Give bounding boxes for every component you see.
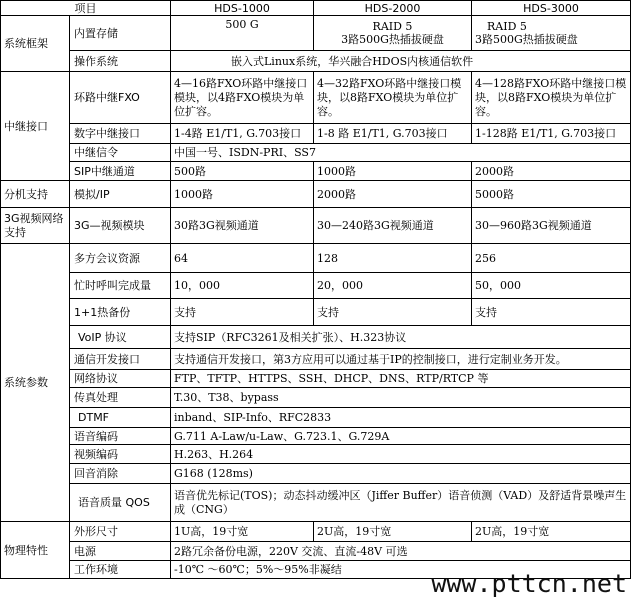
category-system: 系统框架 xyxy=(1,16,70,72)
header-hds-2000: HDS-2000 xyxy=(314,1,472,16)
item-label: VoIP 协议 xyxy=(70,326,171,349)
item-label: 传真处理 xyxy=(70,388,171,408)
item-label: 内置存储 xyxy=(70,16,171,51)
value-cell: 2000路 xyxy=(314,181,472,208)
value-cell: G168 (128ms) xyxy=(171,464,631,484)
table-row xyxy=(1,428,631,445)
item-label: 忙时呼叫完成量 xyxy=(70,273,171,299)
table-row xyxy=(1,124,631,144)
value-cell: 支持 xyxy=(171,299,314,326)
table-row xyxy=(1,522,631,542)
category-trunk: 中继接口 xyxy=(1,72,70,181)
category-physical: 物理特性 xyxy=(1,522,70,579)
value-line: RAID 5 xyxy=(487,20,527,33)
value-cell: inband、SIP-Info、RFC2833 xyxy=(171,408,631,428)
category-extension: 分机支持 xyxy=(1,181,70,208)
item-label: 回音消除 xyxy=(70,464,171,484)
value-cell: 30—240路3G视频通道 xyxy=(314,208,472,244)
header-hds-3000: HDS-3000 xyxy=(472,1,631,16)
value-cell xyxy=(472,16,631,51)
value-cell: 256 xyxy=(472,244,631,273)
watermark: www.pttcn.net xyxy=(431,569,627,598)
table-row xyxy=(1,370,631,388)
value-cell: 嵌入式Linux系统，华兴融合HDOS内核通信软件 xyxy=(171,51,631,72)
value-cell: H.263、H.264 xyxy=(171,445,631,464)
value-line: 3路500G热插拔硬盘 xyxy=(475,33,578,46)
table-row xyxy=(1,326,631,349)
item-label: 工作环境 xyxy=(70,561,171,579)
table-row xyxy=(1,273,631,299)
value-cell: 1000路 xyxy=(171,181,314,208)
item-label: 网络协议 xyxy=(70,370,171,388)
value-cell: T.30、T38、bypass xyxy=(171,388,631,408)
value-cell: 64 xyxy=(171,244,314,273)
value-cell: 10，000 xyxy=(171,273,314,299)
table-row xyxy=(1,349,631,370)
table-row xyxy=(1,208,631,244)
value-cell: -10℃ ～60℃；5%～95%非凝结 xyxy=(171,561,631,579)
value-cell: 4—128路FXO环路中继接口模块，以8路FXO模块为单位扩容。 xyxy=(472,72,631,124)
value-cell: 500 G xyxy=(171,16,314,51)
value-cell: 30路3G视频通道 xyxy=(171,208,314,244)
category-3g-video: 3G视频网络支持 xyxy=(1,208,70,244)
value-cell: 1-8 路 E1/T1, G.703接口 xyxy=(314,124,472,144)
value-line: 3路500G热插拔硬盘 xyxy=(341,33,444,46)
value-cell: 支持SIP（RFC3261及相关扩张）、H.323协议 xyxy=(171,326,631,349)
table-row xyxy=(1,72,631,124)
table-row xyxy=(1,464,631,484)
table-row xyxy=(1,16,631,51)
item-label: 模拟/IP xyxy=(70,181,171,208)
value-cell: 语音优先标记(TOS)；动态抖动缓冲区（Jiffer Buffer）语音侦测（VAD）及舒适背景噪声生成（CNG） xyxy=(171,484,631,522)
item-label: 语音质量 QOS xyxy=(70,484,171,522)
category-params: 系统参数 xyxy=(1,244,70,522)
item-label: 通信开发接口 xyxy=(70,349,171,370)
value-cell: 2路冗余备份电源，220V 交流、直流-48V 可选 xyxy=(171,542,631,561)
item-label: SIP中继通道 xyxy=(70,162,171,181)
value-cell: 1-128路 E1/T1, G.703接口 xyxy=(472,124,631,144)
header-item: 项目 xyxy=(1,1,171,16)
table-row xyxy=(1,484,631,522)
value-cell: 50，000 xyxy=(472,273,631,299)
item-label: 电源 xyxy=(70,542,171,561)
value-cell: 支持 xyxy=(314,299,472,326)
value-cell: 1U高，19寸宽 xyxy=(171,522,314,542)
table-row xyxy=(1,244,631,273)
header-hds-1000: HDS-1000 xyxy=(171,1,314,16)
item-label: DTMF xyxy=(70,408,171,428)
value-cell: 中国一号、ISDN-PRI、SS7 xyxy=(171,144,631,162)
value-cell: 2000路 xyxy=(472,162,631,181)
value-cell: 2U高，19寸宽 xyxy=(314,522,472,542)
item-label: 语音编码 xyxy=(70,428,171,445)
table-row xyxy=(1,144,631,162)
item-label: 视频编码 xyxy=(70,445,171,464)
item-label: 操作系统 xyxy=(70,51,171,72)
item-label: 多方会议资源 xyxy=(70,244,171,273)
value-cell: 5000路 xyxy=(472,181,631,208)
value-cell: 500路 xyxy=(171,162,314,181)
value-cell: 4—32路FXO环路中继接口模块，以8路FXO模块为单位扩容。 xyxy=(314,72,472,124)
table-row xyxy=(1,162,631,181)
value-cell: 1-4路 E1/T1, G.703接口 xyxy=(171,124,314,144)
header-row xyxy=(1,1,631,16)
value-cell: 20，000 xyxy=(314,273,472,299)
value-cell: 支持 xyxy=(472,299,631,326)
item-label: 外形尺寸 xyxy=(70,522,171,542)
value-cell: G.711 A-Law/u-Law、G.723.1、G.729A xyxy=(171,428,631,445)
item-label: 环路中继FXO xyxy=(70,72,171,124)
table-row xyxy=(1,388,631,408)
value-cell: 30—960路3G视频通道 xyxy=(472,208,631,244)
value-cell: 2U高，19寸宽 xyxy=(472,522,631,542)
table-row xyxy=(1,181,631,208)
table-row xyxy=(1,408,631,428)
table-row xyxy=(1,445,631,464)
value-cell xyxy=(314,16,472,51)
table-row xyxy=(1,542,631,561)
value-line: RAID 5 xyxy=(372,20,413,33)
item-label: 中继信令 xyxy=(70,144,171,162)
table-row xyxy=(1,51,631,72)
value-cell: 1000路 xyxy=(314,162,472,181)
value-cell: FTP、TFTP、HTTPS、SSH、DHCP、DNS、RTP/RTCP 等 xyxy=(171,370,631,388)
item-label: 1+1热备份 xyxy=(70,299,171,326)
table-row xyxy=(1,299,631,326)
item-label: 数字中继接口 xyxy=(70,124,171,144)
value-cell: 支持通信开发接口，第3方应用可以通过基于IP的控制接口，进行定制业务开发。 xyxy=(171,349,631,370)
value-cell: 4—16路FXO环路中继接口模块，以4路FXO模块为单位扩容。 xyxy=(171,72,314,124)
value-cell: 128 xyxy=(314,244,472,273)
item-label: 3G—视频模块 xyxy=(70,208,171,244)
